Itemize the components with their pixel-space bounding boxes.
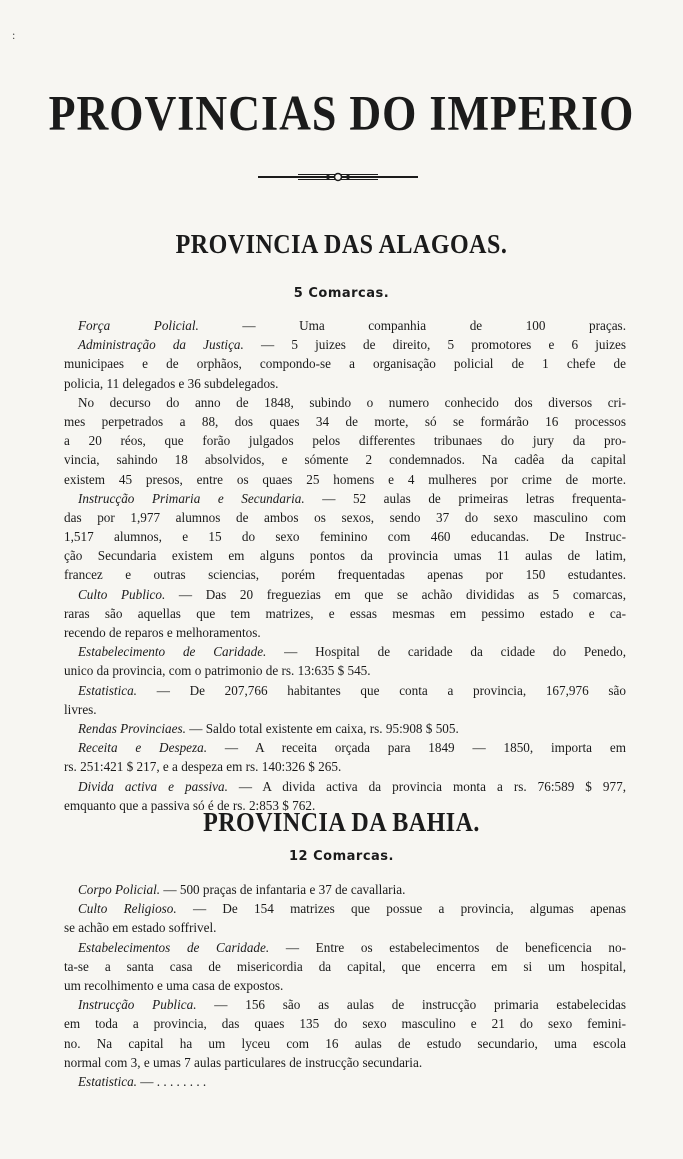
- text-line: raras são aquellas que tem matrizes, e essas mesmas em pessimo estado e ca-: [64, 605, 626, 621]
- text-line: policia, 11 delegados e 36 subdelegados.: [64, 375, 279, 391]
- text-line: Instrucção Publica. — 156 são as aulas de instrucção primaria estabelecidas: [78, 997, 626, 1013]
- text-line: recendo de reparos e melhoramentos.: [64, 625, 261, 640]
- text-line: municipaes e de orphãos, compondo-se a organisação policial de 1 chefe de: [64, 356, 626, 372]
- text-line: ta-se a santa casa de misericordia da capital, que encerra em si um hospital,: [64, 958, 626, 974]
- text-line: Receita e Despeza. — A receita orçada para 1849 — 1850, importa em: [78, 740, 626, 756]
- text-line: No decurso do anno de 1848, subindo o numero conhecido dos diversos cri-: [78, 394, 626, 410]
- bahia-body: [64, 880, 626, 1091]
- alagoas-body: [64, 316, 626, 815]
- text-line: um recolhimento e uma casa de expostos.: [64, 977, 284, 993]
- text-line: vincia, sahindo 18 absolvidos, e sómente 2 condemnados. Na cadêa da capital: [64, 452, 626, 468]
- comarcas-count-bahia: 12 Comarcas.: [289, 849, 394, 864]
- text-line: Administração da Justiça. — 5 juizes de direito, 5 promotores e 6 juizes: [78, 337, 627, 353]
- section-title-alagoas: PROVINCIA DAS ALAGOAS.: [175, 229, 508, 260]
- text-line: francez e outras sciencias, porém frequentadas apenas por 150 estudantes.: [64, 567, 626, 583]
- text-line: se achão em estado soffrivel.: [64, 920, 217, 936]
- text-line: mes perpetrados a 88, dos quaes 34 de morte, só se formárão 16 processos: [64, 413, 626, 429]
- text-line: das por 1,977 alumnos de ambos os sexos, sendo 37 do sexo masculino com: [64, 509, 626, 525]
- text-line: 1,517 alumnos, e 15 do sexo feminino com 460 educandas. De Instruc-: [64, 529, 626, 545]
- page-title: PROVINCIAS DO IMPERIO: [48, 86, 635, 141]
- text-line: Estatistica. — De 207,766 habitantes que conta a provincia, 167,976 são: [78, 682, 626, 698]
- text-line: Culto Religioso. — De 154 matrizes que possue a provincia, algumas apenas: [78, 901, 627, 917]
- text-line: Corpo Policial. — 500 praças de infantaria e 37 de cavallaria.: [78, 882, 406, 897]
- text-line: a 20 réos, que forão julgados pelos differentes tribunaes do jury da pro-: [64, 433, 626, 449]
- text-line: em toda a provincia, das quaes 135 do sexo masculino e 21 do sexo femini-: [64, 1016, 626, 1032]
- section-title-bahia: PROVINCIA DA BAHIA.: [203, 807, 480, 838]
- text-line: rs. 251:421 $ 217, e a despeza em rs. 140:326 $ 265.: [64, 759, 342, 775]
- text-line: existem 45 presos, entre os quaes 25 homens e 4 mulheres por crime de morte.: [64, 471, 626, 487]
- text-line: normal com 3, e umas 7 aulas particulares de instrucção secundaria.: [64, 1054, 423, 1070]
- text-line: Estabelecimentos de Caridade. — Entre os estabelecimentos de beneficencia no-: [78, 939, 626, 955]
- text-line: no. Na capital ha um lyceu com 16 aulas de estudo secundario, uma escola: [64, 1035, 626, 1051]
- text-line: unico da provincia, com o patrimonio de rs. 13:635 $ 545.: [64, 663, 371, 679]
- text-line: Divida activa e passiva. — A divida activa da provincia monta a rs. 76:589 $ 977,: [78, 778, 627, 794]
- text-line: emquanto que a passiva só é de rs. 2:853 $ 762.: [64, 797, 316, 813]
- text-line: livres.: [64, 701, 97, 717]
- text-line: Força Policial. — Uma companhia de 100 praças.: [78, 318, 626, 333]
- text-line: Estabelecimento de Caridade. — Hospital de caridade da cidade do Penedo,: [78, 644, 626, 660]
- comarcas-count-alagoas: 5 Comarcas.: [293, 286, 390, 301]
- ornamental-rule-icon: [258, 170, 418, 184]
- text-line: Rendas Provinciaes. — Saldo total existente em caixa, rs. 95:908 $ 505.: [78, 720, 459, 736]
- text-line: Culto Publico. — Das 20 freguezias em que se achão divididas as 5 comarcas,: [78, 586, 626, 602]
- text-line: ção Secundaria existem em alguns pontos da provincia umas 11 aulas de latim,: [64, 548, 626, 564]
- margin-mark: :: [12, 28, 16, 42]
- text-line: Instrucção Primaria e Secundaria. — 52 aulas de primeiras letras frequenta-: [78, 490, 626, 506]
- text-line: Estatistica. — . . . . . . . .: [78, 1073, 207, 1089]
